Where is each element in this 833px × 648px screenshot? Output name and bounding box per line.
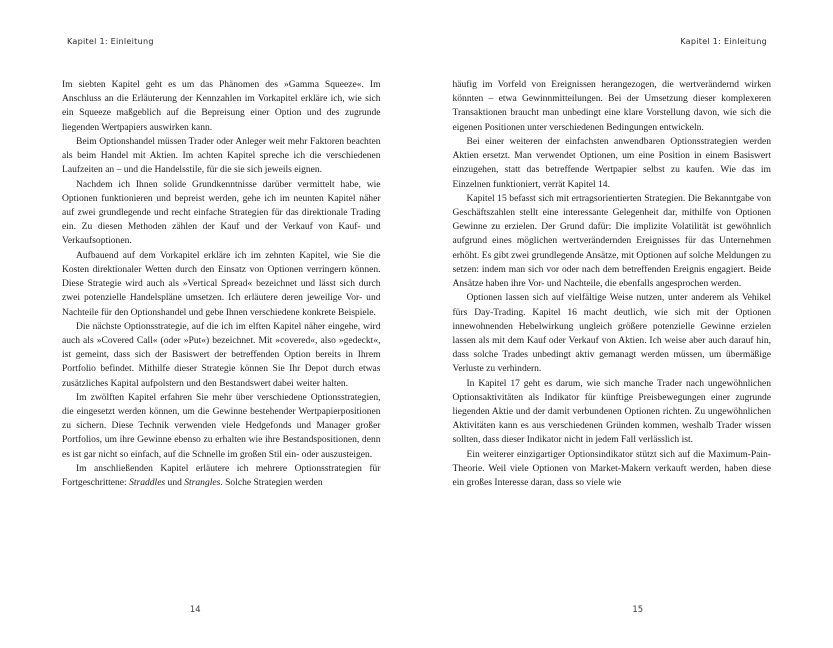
paragraph: Kapitel 15 befasst sich mit ertragsorientierten Strategien. Die Bekanntgabe von Geschäftszahlen stellt eine interessante Gelegenheit dar, mithilfe von Optionen Gewinne zu erzielen. Der Grund dafür: Die implizite Volatilität ist gewöhnlich aufgrund eines möglichen wertverändernden Ereignisses für das Unternehmen erhöht. Es gibt zwei grundlegende Ansätze, mit Optionen auf solche Meldungen zu setzen: indem man sich vor oder nach dem betreffenden Ereignis engagiert. Beide Ansätze haben ihre Vor- und Nachteile, die ebenfalls angesprochen werden.	[452, 192, 771, 290]
paragraph: Optionen lassen sich auf vielfältige Weise nutzen, unter anderem als Vehikel fürs Day-Trading. Kapitel 16 macht deutlich, wie sich mit der Optionen innewohnenden Hebelwirkung ungleich größere potenzielle Gewinne erzielen lassen als mit dem Kauf oder Verkauf von Aktien. Ich weise aber auch darauf hin, dass solche Trades unbedingt aktiv gemanagt werden müssen, um übermäßige Verluste zu verhindern.	[452, 292, 771, 375]
paragraph-mid: und	[165, 477, 185, 489]
paragraph: Im zwölften Kapitel erfahren Sie mehr über verschiedene Optionsstrategien, die eingesetzt werden können, um die Gewinne bestehender Wertpapierpositionen zu sichern. Diese Technik verwenden viele Hedgefonds und Manager großer Portfolios, um ihre Gewinne ebenso zu erhalten wie ihre Bestandspositionen, denn es ist gar nicht so einfach, auf die Schnelle im großen Stil ein- oder auszusteigen.	[62, 391, 381, 460]
running-head-right: Kapitel 1: Einleitung	[680, 36, 767, 46]
paragraph: Im siebten Kapitel geht es um das Phänomen des »Gamma Squeeze«. Im Anschluss an die Erläuterung der Kennzahlen im Vorkapitel erkläre ich, wie sich ein Squeeze maßgeblich auf die Bepreisung einer Option und des zugrunde liegenden Wertpapiers auswirken kann.	[62, 79, 381, 133]
page-number-left: 14	[189, 604, 201, 614]
right-page	[417, 0, 833, 648]
left-page-text	[62, 78, 381, 490]
paragraph: Beim Optionshandel müssen Trader oder Anleger weit mehr Faktoren beachten als beim Handel mit Aktien. Im achten Kapitel spreche ich die verschiedenen Laufzeiten an – und die Handelsstile, für die sie sich jeweils eignen.	[62, 135, 381, 176]
paragraph-lead: Im anschließenden Kapitel erläutere ich mehrere Optionsstrategien für Fortgeschrittene:	[62, 462, 381, 489]
right-page-text	[453, 78, 772, 490]
paragraph-tail: . Solche Strategien werden	[220, 477, 323, 489]
page-number-right: 15	[632, 604, 644, 614]
paragraph: Die nächste Optionsstrategie, auf die ich im elften Kapitel näher eingehe, wird auch als »Covered Call« (oder »Put«) bezeichnet. Mit »covered«, also »gedeckt«, ist gemeint, dass sich der Basiswert der betreffenden Option bereits in Ihrem Portfolio befindet. Mithilfe dieser Strategie können Sie Ihr Depot durch etwas zusätzliches Kapital aufpolstern und den Bestandswert dabei weiter halten.	[62, 320, 381, 389]
paragraph: Nachdem ich Ihnen solide Grundkenntnisse darüber vermittelt habe, wie Optionen funktionieren und bepreist werden, gehe ich im neunten Kapitel näher auf zwei grundlegende und recht einfache Strategien für das direktionale Trading ein. Zu diesen Methoden zählen der Kauf und der Verkauf von Kauf- und Verkaufsoptionen.	[62, 178, 381, 247]
paragraph-with-italics	[62, 462, 381, 490]
paragraph: In Kapitel 17 geht es darum, wie sich manche Trader nach ungewöhnlichen Optionsaktivitäten als Indikator für künftige Preisbewegungen einer zugrunde liegenden Aktie und der damit verbundenen Optionen richten. Zu ungewöhnlichen Aktivitäten kann es aus verschiedenen Gründen kommen, weshalb Trader wissen sollten, dass dieser Indikator nicht in jedem Fall verlässlich ist.	[452, 377, 771, 446]
paragraph: Aufbauend auf dem Vorkapitel erkläre ich im zehnten Kapitel, wie Sie die Kosten direktionaler Wetten durch den Einsatz von Optionen verringern können. Diese Strategie wird auch als »Vertical Spread« bezeichnet und lässt sich durch zwei potenzielle Handelspläne umsetzen. Ich erläutere deren jeweilige Vor- und Nachteile für den Optionshandel und gebe Ihnen verschiedene konkrete Beispiele.	[62, 249, 381, 318]
italic-term-strangles: Strangles	[184, 477, 221, 489]
paragraph: häufig im Vorfeld von Ereignissen herangezogen, die wertverändernd wirken könnten – etwa Gewinnmitteilungen. Bei der Umsetzung dieser komplexeren Transaktionen braucht man unbedingt eine klare Vorstellung davon, wie sich die eigenen Positionen unter verschiedenen Bedingungen entwickeln.	[452, 79, 771, 133]
paragraph: Ein weiterer einzigartiger Optionsindikator stützt sich auf die Maximum-Pain-Theorie. Weil viele Optionen von Market-Makern verkauft werden, haben diese ein großes Interesse daran, dass so viele wie	[452, 448, 771, 489]
running-head-left: Kapitel 1: Einleitung	[67, 36, 154, 46]
italic-term-straddles: Straddles	[129, 477, 166, 489]
paragraph: Bei einer weiteren der einfachsten anwendbaren Optionsstrategien werden Aktien ersetzt. Man verwendet Optionen, um eine Position in einem Basiswert einzugehen, statt das betreffende Wertpapier selbst zu kaufen. Wie das im Einzelnen funktioniert, verrät Kapitel 14.	[452, 135, 771, 190]
